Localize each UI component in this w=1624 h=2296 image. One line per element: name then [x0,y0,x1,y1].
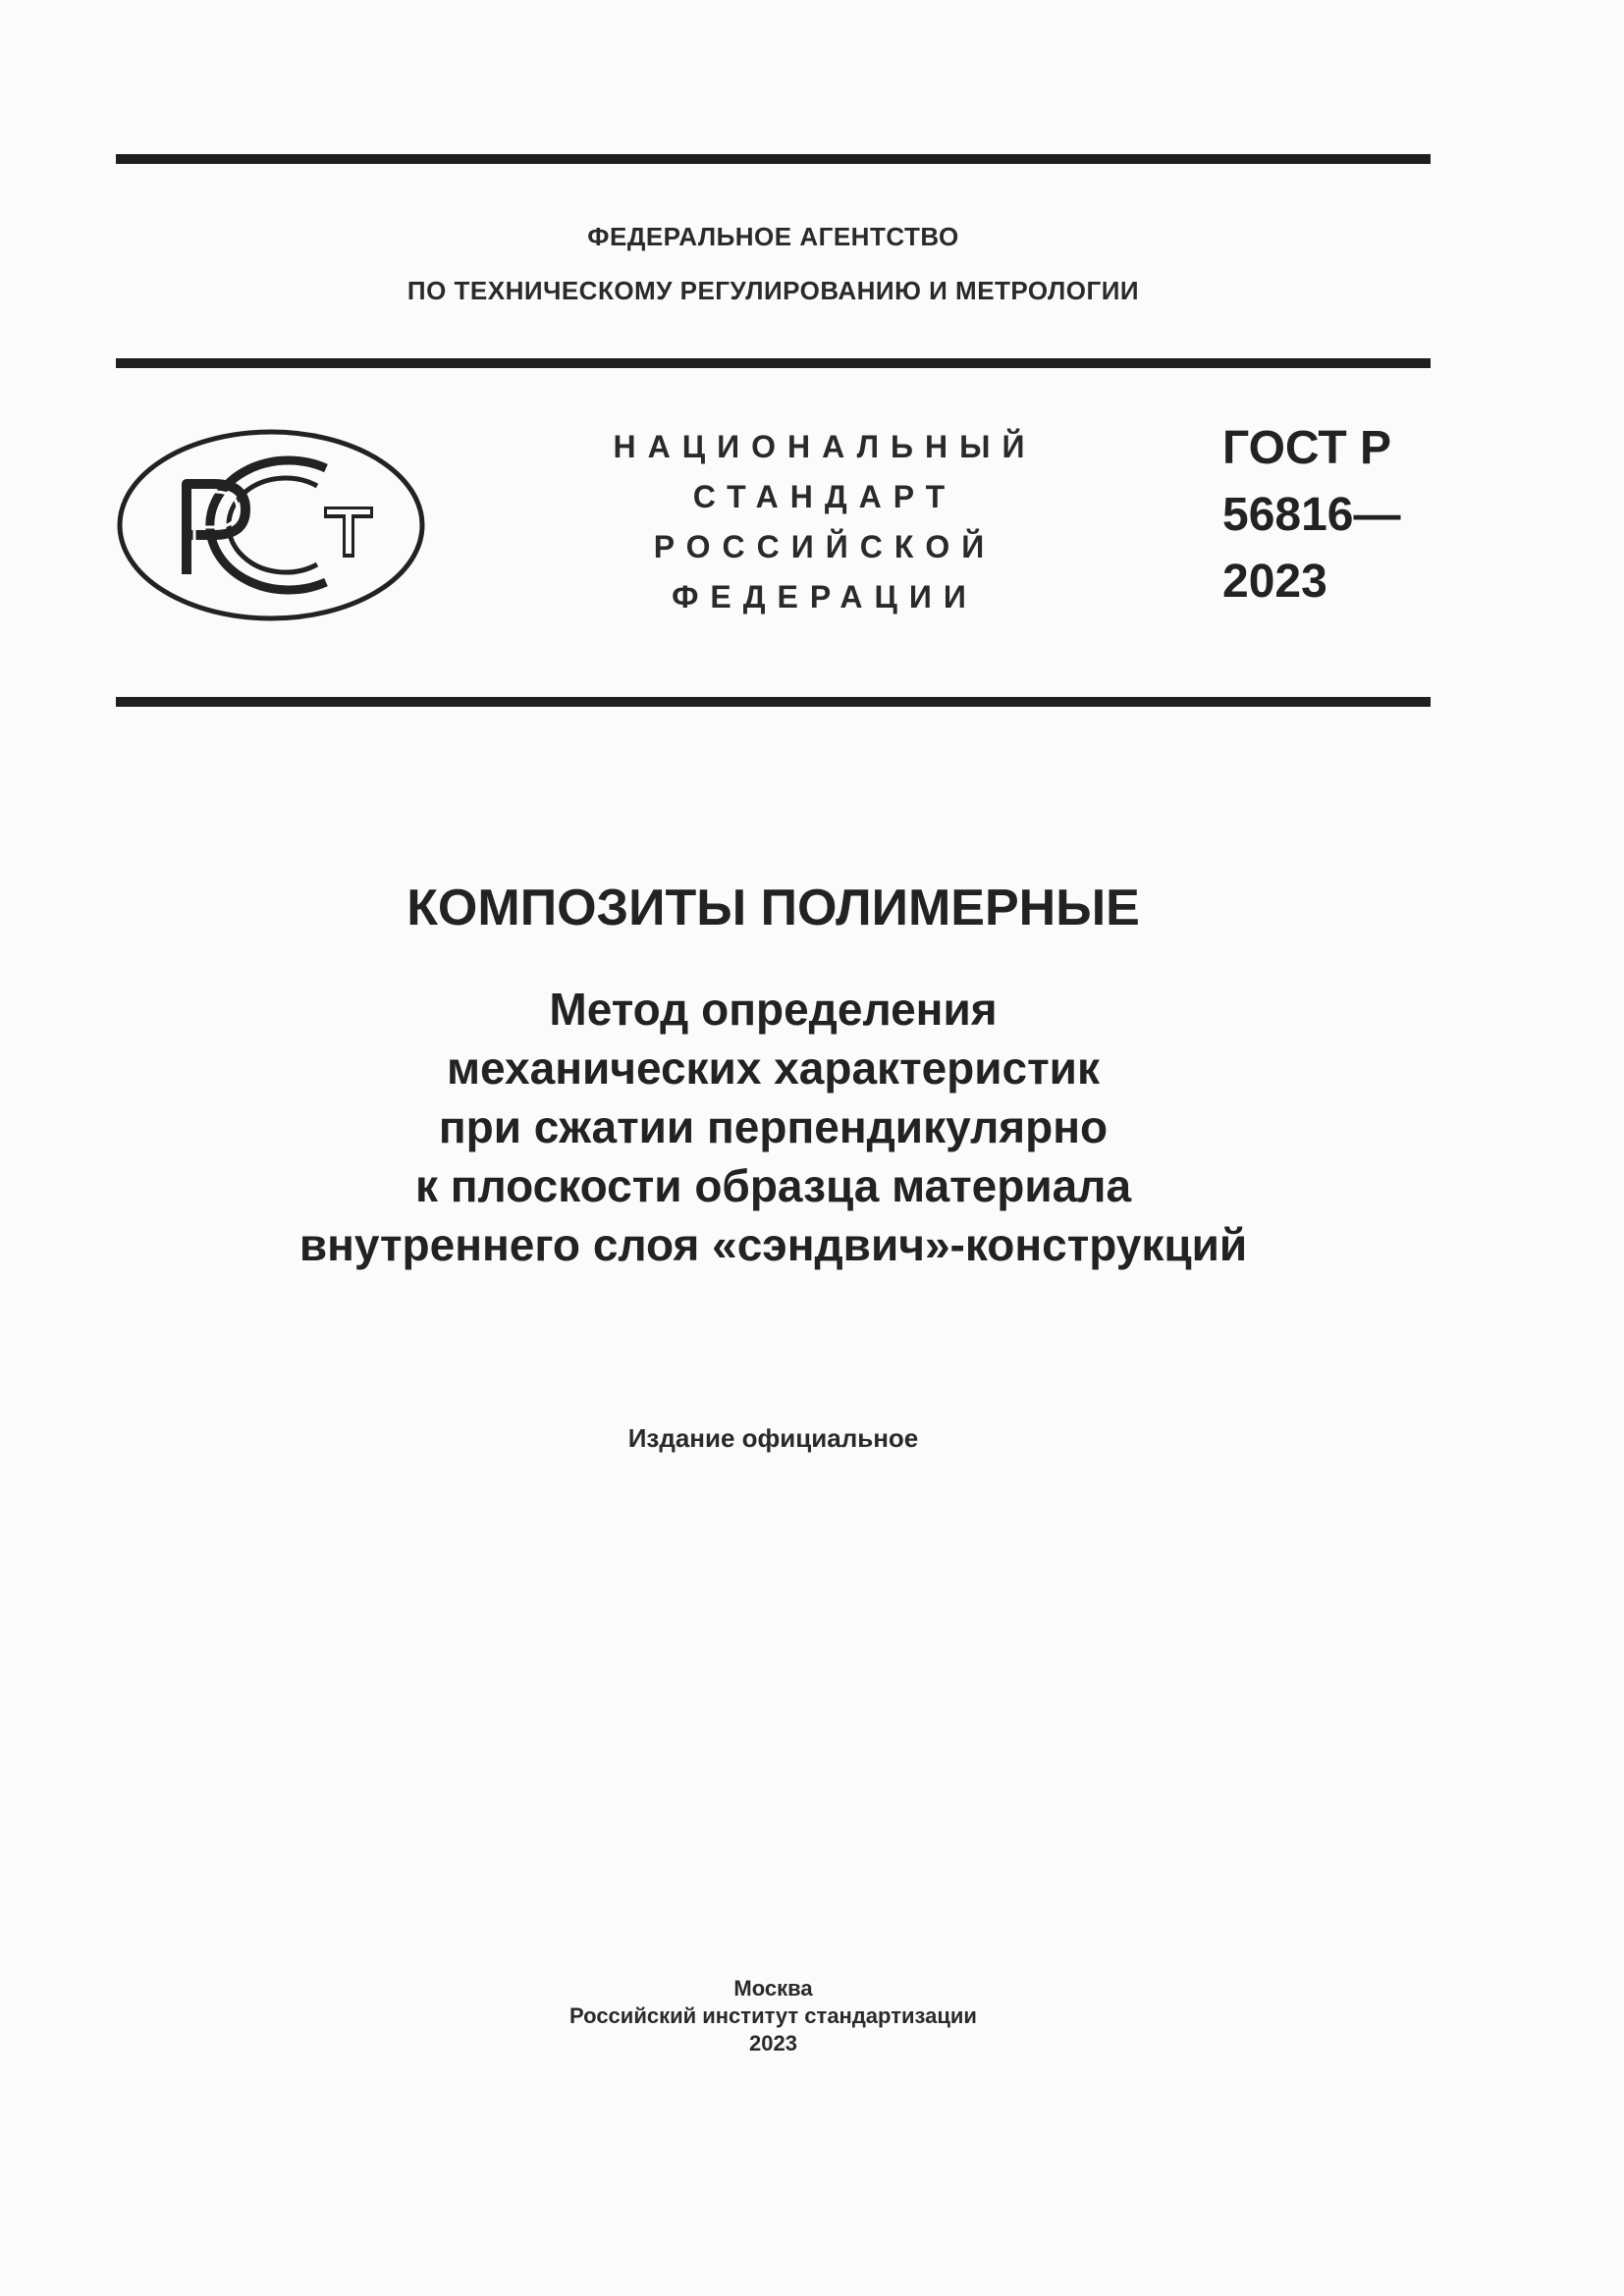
header-bottom-rule [116,697,1431,707]
subtitle-line: внутреннего слоя «сэндвич»-конструкций [298,1219,1248,1270]
designation-line: 2023 [1222,556,1327,608]
standard-type-line: ФЕДЕРАЦИИ [672,579,978,614]
document-subtitle [116,980,1431,1274]
pst-certification-mark-icon [116,427,426,623]
top-rule [116,154,1431,164]
subtitle-line: Метод определения [549,984,998,1035]
standard-type-line: РОССИЙСКОЙ [653,529,997,564]
subtitle-line: при сжатии перпендикулярно [438,1101,1109,1152]
agency-line-2: ПО ТЕХНИЧЕСКОМУ РЕГУЛИРОВАНИЮ И МЕТРОЛОГИИ [406,276,1140,305]
imprint-publisher: Российский институт стандартизации [569,2003,977,2028]
subtitle-line: механических характеристик [447,1042,1100,1094]
document-title: КОМПОЗИТЫ ПОЛИМЕРНЫЕ [406,880,1140,936]
agency-line-1: ФЕДЕРАЛЬНОЕ АГЕНТСТВО [587,222,959,251]
standard-type-line: СТАНДАРТ [692,479,957,514]
edition-note: Издание официальное [627,1423,919,1453]
designation-line: 56816— [1222,489,1401,541]
agency-rule [116,358,1431,368]
imprint [116,1975,1431,2057]
subtitle-line: к плоскости образца материала [414,1160,1132,1211]
designation-line: ГОСТ Р [1222,422,1392,474]
standard-type-line: НАЦИОНАЛЬНЫЙ [613,429,1037,464]
imprint-city: Москва [733,1976,813,2001]
standard-designation [1222,415,1438,615]
standard-type [550,422,1100,622]
imprint-year: 2023 [749,2031,797,2056]
